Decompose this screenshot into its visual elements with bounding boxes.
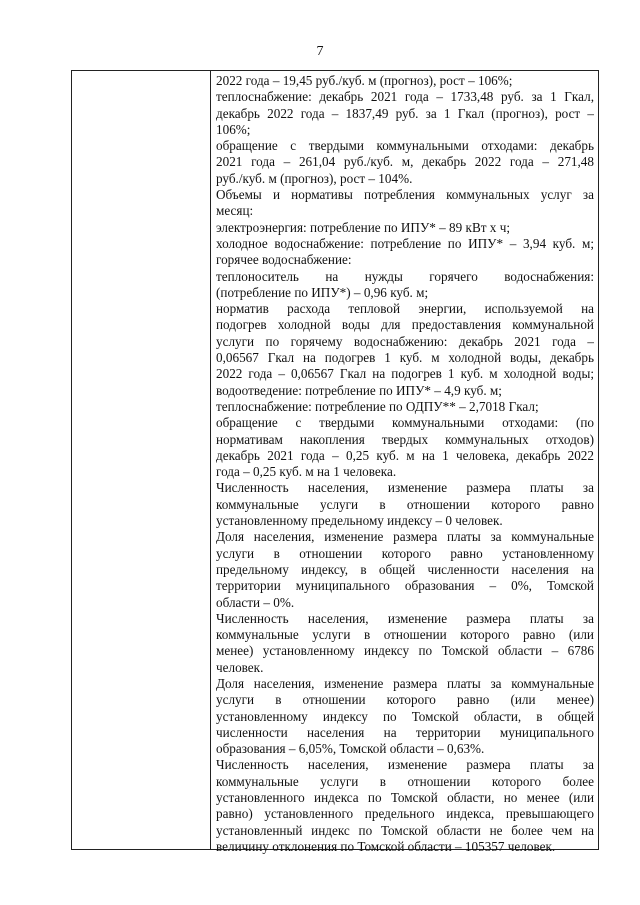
text-line: горячее водоснабжение: bbox=[216, 252, 352, 268]
page-number: 7 bbox=[316, 44, 324, 59]
text-line: Численность населения, изменение размера платы за bbox=[216, 480, 594, 496]
text-line: месяц: bbox=[216, 203, 254, 219]
text-line: величину отклонения по Томской области – 105357 человек. bbox=[216, 838, 556, 854]
text-line: 2022 года – 0,06567 Гкал на подогрев 1 куб. м холодной воды; bbox=[216, 366, 594, 382]
text-line: коммунальные услуги в отношении которого более bbox=[216, 773, 594, 789]
text-line: 0,06567 Гкал на подогрев 1 куб. м холодной воды, декабрь bbox=[216, 350, 594, 366]
text-line: 106%; bbox=[216, 121, 251, 137]
text-line: Численность населения, изменение размера платы за bbox=[216, 610, 594, 626]
text-line: человек. bbox=[216, 659, 264, 675]
text-line: 2021 года – 261,04 руб./куб. м, декабрь 2022 года – 271,48 bbox=[216, 154, 594, 170]
text-line: установленный индекс по Томской области не более чем на bbox=[216, 822, 594, 838]
text-line: равно) установленного предельного индекса, превышающего bbox=[216, 806, 594, 822]
text-line: теплоснабжение: декабрь 2021 года – 1733,48 руб. за 1 Гкал, bbox=[216, 89, 594, 105]
text-line: 2022 года – 19,45 руб./куб. м (прогноз), рост – 106%; bbox=[216, 73, 513, 88]
text-line: Доля населения, изменение размера платы за коммунальные bbox=[216, 529, 594, 545]
text-line: услуги в отношении которого равно (или менее) bbox=[216, 692, 594, 708]
text-line: коммунальные услуги в отношении которого равно (или bbox=[216, 627, 594, 643]
text-line: области – 0%. bbox=[216, 594, 295, 610]
text-line: установленного индекса по Томской области, но менее (или bbox=[216, 790, 594, 806]
text-line: услуги в отношении которого равно установленному bbox=[216, 545, 594, 561]
text-line: предельному индексу, в общей численности населения на bbox=[216, 561, 594, 577]
text-line: электроэнергия: потребление по ИПУ* – 89 кВт х ч; bbox=[216, 219, 510, 235]
text-line: коммунальные услуги в отношении которого равно bbox=[216, 496, 594, 512]
text-line: обращение с твердыми коммунальными отходами: декабрь bbox=[216, 138, 594, 154]
text-line: менее) установленному индексу по Томской области – 6786 bbox=[216, 643, 594, 659]
text-line: теплоноситель на нужды горячего водоснабжения: bbox=[216, 268, 594, 284]
text-line: года – 0,25 куб. м на 1 человека. bbox=[216, 464, 397, 480]
text-line: декабрь 2022 года – 1837,49 руб. за 1 Гкал (прогноз), рост – bbox=[216, 105, 594, 121]
text-line: руб./куб. м (прогноз), рост – 104%. bbox=[216, 170, 413, 186]
text-line: Объемы и нормативы потребления коммунальных услуг за bbox=[216, 187, 594, 203]
text-line: Доля населения, изменение размера платы за коммунальные bbox=[216, 675, 594, 691]
text-line: установленному индексу по Томской области, в общей bbox=[216, 708, 594, 724]
text-line: образования – 6,05%, Томской области – 0,63%. bbox=[216, 741, 485, 757]
text-line: территории муниципального образования – 0%, Томской bbox=[216, 578, 594, 594]
text-line: численности населения на территории муниципального bbox=[216, 724, 594, 740]
text-line: водоотведение: потребление по ИПУ* – 4,9 куб. м; bbox=[216, 382, 502, 398]
text-line: теплоснабжение: потребление по ОДПУ** – 2,7018 Гкал; bbox=[216, 398, 539, 414]
text-line: норматив расхода тепловой энергии, используемой на bbox=[216, 301, 594, 317]
text-line: декабрь 2021 года – 0,25 куб. м на 1 человека, декабрь 2022 bbox=[216, 447, 594, 463]
text-line: нормативам накопления твердых коммунальных отходов) bbox=[216, 431, 594, 447]
text-line: холодное водоснабжение: потребление по ИПУ* – 3,94 куб. м; bbox=[216, 235, 594, 251]
content-table bbox=[71, 70, 599, 854]
text-line: (потребление по ИПУ*) – 0,96 куб. м; bbox=[216, 284, 429, 300]
text-line: услуги по горячему водоснабжению: декабрь 2021 года – bbox=[216, 333, 594, 349]
text-line: обращение с твердыми коммунальными отходами: (по bbox=[216, 415, 594, 431]
text-line: подогрев холодной воды для предоставления коммунальной bbox=[216, 317, 594, 333]
text-line: установленному предельному индексу – 0 человек. bbox=[216, 513, 503, 529]
table-left-column bbox=[72, 71, 211, 849]
table-right-column bbox=[211, 71, 598, 854]
text-line: Численность населения, изменение размера платы за bbox=[216, 757, 594, 773]
